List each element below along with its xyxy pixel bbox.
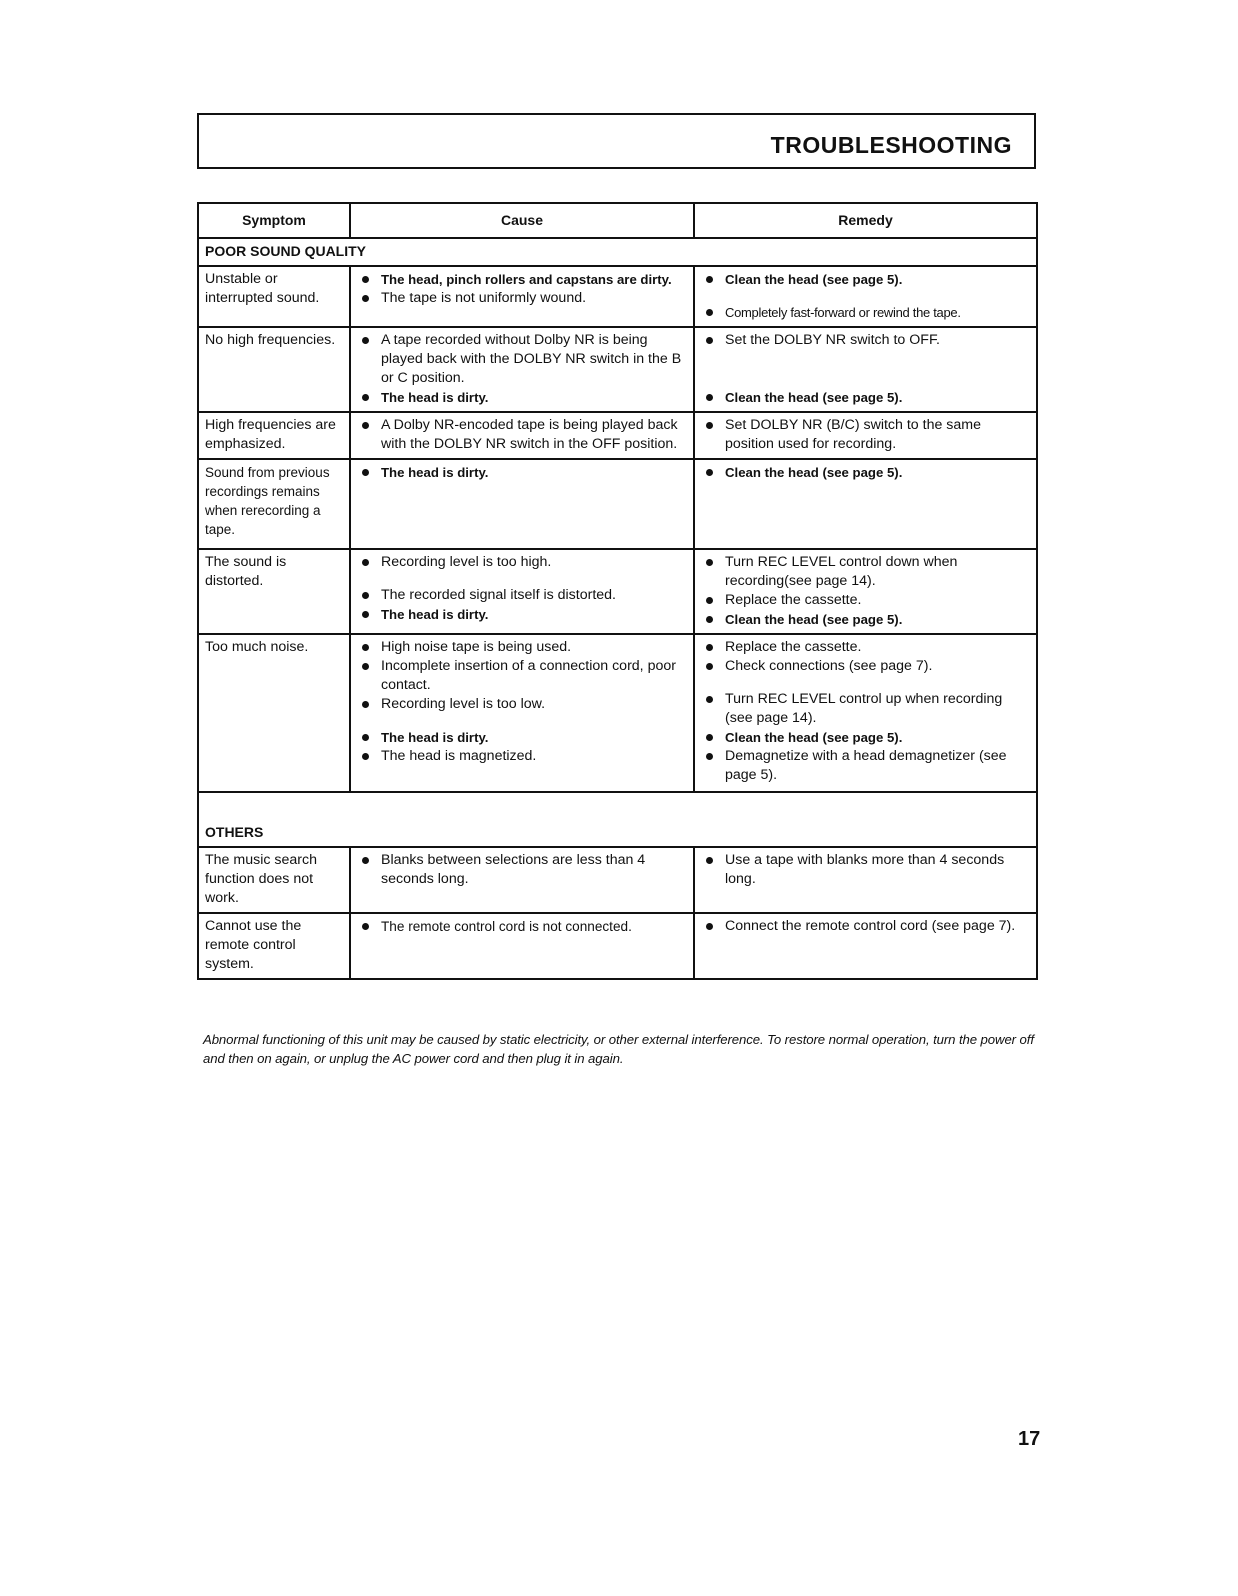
table-row [198,847,1037,913]
footnote: Abnormal functioning of this unit may be caused by static electricity, or other external interference. To restore normal operation, turn the power off and then on again, or unplug the AC power cord and then plug it in again. [203,1032,1034,1066]
header-cause: Cause [350,203,694,238]
remedy-cell [694,327,1037,412]
cause-item: A tape recorded without Dolby NR is being played back with the DOLBY NR switch in the B or C position. [357,331,687,388]
cause-item: Recording level is too low. [357,695,687,714]
table-row [198,266,1037,327]
title-box [197,113,1036,169]
page-number: 17 [1018,1428,1041,1450]
header-symptom: Symptom [198,203,350,238]
header-remedy: Remedy [694,203,1037,238]
section-row [198,238,1037,266]
cause-cell [350,549,694,634]
cause-item: A Dolby NR-encoded tape is being played back with the DOLBY NR switch in the OFF position. [357,416,687,454]
table-row [198,459,1037,549]
remedy-item: Demagnetize with a head demagnetizer (see page 5). [701,747,1030,785]
table-row [198,412,1037,459]
remedy-cell [694,412,1037,459]
cause-item: The head is magnetized. [357,747,687,766]
cause-cell [350,847,694,913]
troubleshooting-table [197,202,1038,980]
cause-cell [350,327,694,412]
table-row [198,634,1037,792]
cause-item: Recording level is too high. [357,553,687,572]
symptom-cell: Too much noise. [198,634,350,792]
cause-cell [350,459,694,549]
table-row [198,549,1037,634]
remedy-item: Turn REC LEVEL control down when recording(see page 14). [701,553,1030,591]
symptom-cell: The music search function does not work. [198,847,350,913]
cause-cell [350,913,694,979]
cause-item: The head is dirty. [357,728,687,747]
cause-item: The recorded signal itself is distorted. [357,586,687,605]
symptom-cell: No high frequencies. [198,327,350,412]
remedy-cell [694,847,1037,913]
remedy-item: Connect the remote control cord (see page 7). [701,917,1030,936]
remedy-item: Clean the head (see page 5). [701,463,1030,482]
remedy-cell [694,459,1037,549]
table-row [198,327,1037,412]
remedy-item: Set DOLBY NR (B/C) switch to the same position used for recording. [701,416,1030,454]
symptom-cell: The sound is distorted. [198,549,350,634]
cause-cell [350,412,694,459]
cause-item: Blanks between selections are less than 4 seconds long. [357,851,687,889]
cause-item: The head is dirty. [357,388,687,407]
symptom-cell: Unstable or interrupted sound. [198,266,350,327]
remedy-item: Clean the head (see page 5). [701,270,1030,289]
cause-item: The tape is not uniformly wound. [357,289,687,308]
remedy-item: Check connections (see page 7). [701,657,1030,676]
section-others: OTHERS [198,792,1037,847]
remedy-cell [694,913,1037,979]
cause-item: High noise tape is being used. [357,638,687,657]
cause-item: The head is dirty. [357,463,687,482]
section-row [198,792,1037,847]
symptom-cell: Cannot use the remote control system. [198,913,350,979]
remedy-item: Turn REC LEVEL control up when recording (see page 14). [701,690,1030,728]
remedy-cell [694,549,1037,634]
remedy-item: Use a tape with blanks more than 4 seconds long. [701,851,1030,889]
cause-cell [350,266,694,327]
cause-item: The head, pinch rollers and capstans are dirty. [357,270,687,289]
remedy-item: Replace the cassette. [701,638,1030,657]
symptom-cell: High frequencies are emphasized. [198,412,350,459]
section-poor-sound-quality: POOR SOUND QUALITY [198,238,1037,266]
page-title: TROUBLESHOOTING [770,132,1012,158]
remedy-item: Clean the head (see page 5). [701,610,1030,629]
remedy-item: Completely fast-forward or rewind the tape. [701,303,1030,322]
symptom-cell: Sound from previous recordings remains when rerecording a tape. [198,459,350,549]
cause-cell [350,634,694,792]
remedy-cell [694,634,1037,792]
header-row [198,203,1037,238]
cause-item: The remote control cord is not connected. [357,917,687,936]
remedy-item: Replace the cassette. [701,591,1030,610]
remedy-item: Clean the head (see page 5). [701,388,1030,407]
remedy-item: Clean the head (see page 5). [701,728,1030,747]
cause-item: The head is dirty. [357,605,687,624]
remedy-cell [694,266,1037,327]
table-row [198,913,1037,979]
remedy-item: Set the DOLBY NR switch to OFF. [701,331,1030,350]
cause-item: Incomplete insertion of a connection cord, poor contact. [357,657,687,695]
